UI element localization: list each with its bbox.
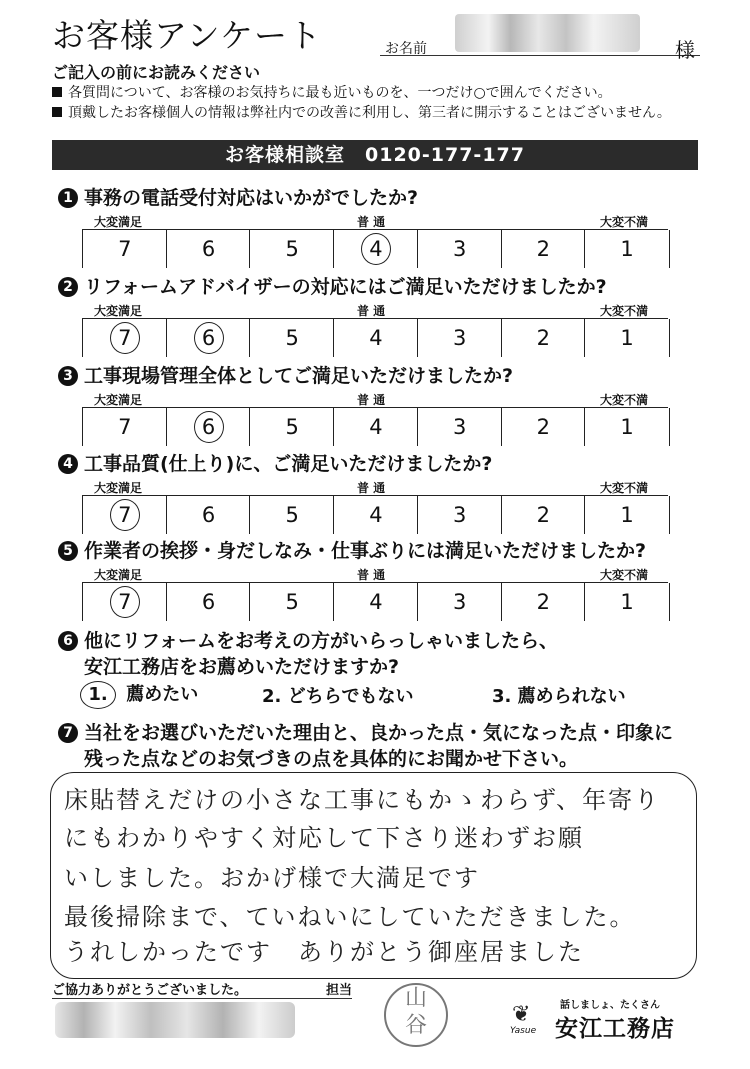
scale-label-high: 大変満足 xyxy=(94,215,143,229)
option-1-circle: 1. xyxy=(80,681,116,709)
rating-option-6[interactable] xyxy=(166,319,251,357)
scale-label-low: 大変不満 xyxy=(600,215,649,229)
name-redacted xyxy=(455,14,640,52)
comment-line: 最後掃除まで、ていねいにしていただきました。 xyxy=(64,903,636,931)
rating-value: 1 xyxy=(620,503,634,527)
scale-header xyxy=(82,213,662,229)
question-number-badge: 1 xyxy=(58,188,78,208)
rating-scale xyxy=(82,407,668,446)
tanto-label: 担当 xyxy=(326,983,353,998)
intro-line-2-text: 頂戴したお客様個人の情報は弊社内での改善に利用し、第三者に開示することはございません。 xyxy=(68,105,671,121)
rating-value: 1 xyxy=(620,237,634,261)
rating-value-circled: 7 xyxy=(110,322,140,354)
rating-option-3[interactable] xyxy=(417,319,502,357)
scale-label-low: 大変不満 xyxy=(600,393,649,407)
comment-line: うれしかったです ありがとう御座居ました xyxy=(64,938,584,966)
question-text: 工事品質(仕上り)に、ご満足いただけましたか? xyxy=(84,453,493,475)
question-number-badge: 4 xyxy=(58,454,78,474)
rating-option-2[interactable] xyxy=(501,230,586,268)
rating-option-5[interactable] xyxy=(249,408,334,446)
rating-option-2[interactable] xyxy=(501,319,586,357)
q6-option-3[interactable]: 3. 薦められない xyxy=(492,686,626,707)
rating-option-7[interactable] xyxy=(82,583,167,621)
rating-option-2[interactable] xyxy=(501,408,586,446)
rating-value: 3 xyxy=(452,415,467,439)
rating-option-4[interactable] xyxy=(333,583,418,621)
comment-line: いしました。おかげ様で大満足です xyxy=(64,864,480,892)
scale-label-low: 大変不満 xyxy=(600,481,649,495)
staff-stamp xyxy=(384,983,448,1047)
rating-value: 6 xyxy=(201,590,216,614)
rating-value: 4 xyxy=(369,503,383,527)
rating-option-4[interactable] xyxy=(333,230,418,268)
rating-value: 2 xyxy=(536,590,551,614)
rating-option-1[interactable] xyxy=(584,230,670,268)
scale-header xyxy=(82,391,662,407)
question-number-badge: 5 xyxy=(58,541,78,561)
rating-option-1[interactable] xyxy=(584,496,670,534)
rating-scale xyxy=(82,582,668,621)
rating-value: 4 xyxy=(369,590,383,614)
stamp-text: 山 谷 xyxy=(404,986,427,1038)
scale-label-low: 大変不満 xyxy=(600,304,649,318)
question-text: 作業者の挨拶・身だしなみ・仕事ぶりには満足いただけましたか? xyxy=(84,540,647,562)
rating-value: 5 xyxy=(285,503,299,527)
question-text: 事務の電話受付対応はいかがでしたか? xyxy=(84,187,419,209)
rating-value: 5 xyxy=(285,590,299,614)
name-underline xyxy=(380,55,700,56)
rating-option-3[interactable] xyxy=(417,583,502,621)
rating-option-2[interactable] xyxy=(501,496,586,534)
rating-option-5[interactable] xyxy=(249,230,334,268)
scale-header xyxy=(82,302,662,318)
intro-line-1-text: 各質問について、お客様のお気持ちに最も近いものを、一つだけ○で囲んでください。 xyxy=(68,85,612,101)
rating-value: 6 xyxy=(201,237,216,261)
rating-option-3[interactable] xyxy=(417,230,502,268)
question-1 xyxy=(58,183,418,210)
rating-option-3[interactable] xyxy=(417,408,502,446)
footer-thanks: ご協力ありがとうございました。 xyxy=(52,983,248,998)
question-6-line1: 他にリフォームをお考えの方がいらっしゃいましたら、 xyxy=(84,630,559,652)
rating-value: 2 xyxy=(536,415,551,439)
rating-scale xyxy=(82,495,668,534)
rating-value: 4 xyxy=(369,326,383,350)
intro-line-1 xyxy=(52,82,612,102)
rating-value: 5 xyxy=(285,415,299,439)
rating-option-6[interactable] xyxy=(166,230,251,268)
rating-option-4[interactable] xyxy=(333,496,418,534)
rating-scale xyxy=(82,318,668,357)
rating-value-circled: 7 xyxy=(110,586,140,618)
rating-option-1[interactable] xyxy=(584,408,670,446)
scale-label-mid: 普 通 xyxy=(357,393,386,407)
consult-bar: お客様相談室 0120-177-177 xyxy=(52,140,698,170)
rating-value: 7 xyxy=(118,237,132,261)
rating-option-7[interactable] xyxy=(82,408,167,446)
q6-option-1[interactable] xyxy=(80,680,198,709)
rating-option-7[interactable] xyxy=(82,496,167,534)
intro-line-2 xyxy=(52,102,671,122)
bullet-square-icon xyxy=(52,107,62,117)
scale-label-high: 大変満足 xyxy=(94,393,143,407)
rating-value: 2 xyxy=(536,237,551,261)
rating-value: 3 xyxy=(452,326,467,350)
scale-label-high: 大変満足 xyxy=(94,481,143,495)
honorific: 様 xyxy=(675,38,695,62)
rating-value-circled: 4 xyxy=(361,233,391,265)
comment-line: にもわかりやすく対応して下さり迷わずお願 xyxy=(64,824,584,852)
question-number-badge: 2 xyxy=(58,277,78,297)
rating-option-7[interactable] xyxy=(82,319,167,357)
scale-label-high: 大変満足 xyxy=(94,304,143,318)
q6-option-2[interactable]: 2. どちらでもない xyxy=(262,686,414,707)
leaf-logo-icon: ❦ xyxy=(512,1002,531,1027)
rating-value: 1 xyxy=(620,326,634,350)
name-label: お名前 xyxy=(385,41,427,57)
question-7-line1: 当社をお選びいただいた理由と、良かった点・気になった点・印象に xyxy=(84,722,674,744)
question-5 xyxy=(58,536,646,563)
footer-underline xyxy=(52,998,352,999)
comment-line: 床貼替えだけの小さな工事にもかゝわらず、年寄り xyxy=(64,786,661,814)
bullet-square-icon xyxy=(52,87,62,97)
rating-option-4[interactable] xyxy=(333,408,418,446)
rating-value: 2 xyxy=(536,326,551,350)
logo-subtext: Yasue xyxy=(510,1026,537,1036)
rating-value-circled: 6 xyxy=(194,322,224,354)
question-4 xyxy=(58,449,492,476)
scale-label-mid: 普 通 xyxy=(357,215,386,229)
question-number-badge: 6 xyxy=(58,631,78,651)
rating-scale xyxy=(82,229,668,268)
rating-option-4[interactable] xyxy=(333,319,418,357)
question-3 xyxy=(58,361,513,388)
scale-label-high: 大変満足 xyxy=(94,568,143,582)
rating-option-5[interactable] xyxy=(249,319,334,357)
rating-option-1[interactable] xyxy=(584,583,670,621)
rating-option-2[interactable] xyxy=(501,583,586,621)
page-title: お客様アンケート xyxy=(52,16,323,55)
q6-option-1-label: 薦めたい xyxy=(120,684,199,705)
rating-option-3[interactable] xyxy=(417,496,502,534)
scale-label-mid: 普 通 xyxy=(357,568,386,582)
rating-option-7[interactable] xyxy=(82,230,167,268)
scale-label-low: 大変不満 xyxy=(600,568,649,582)
rating-option-6[interactable] xyxy=(166,496,251,534)
question-6 xyxy=(58,626,558,653)
rating-value: 3 xyxy=(452,237,467,261)
question-7-line2: 残った点などのお気づきの点を具体的にお聞かせ下さい。 xyxy=(84,748,579,770)
question-6-line2: 安江工務店をお薦めいただけますか? xyxy=(84,656,400,678)
rating-value: 4 xyxy=(369,415,383,439)
rating-option-6[interactable] xyxy=(166,583,251,621)
rating-value: 2 xyxy=(536,503,551,527)
question-text: 工事現場管理全体としてご満足いただけましたか? xyxy=(84,365,514,387)
rating-value: 7 xyxy=(118,415,132,439)
rating-option-5[interactable] xyxy=(249,583,334,621)
redacted-block xyxy=(55,1002,295,1038)
rating-value: 1 xyxy=(620,415,634,439)
rating-value: 3 xyxy=(452,503,467,527)
rating-option-5[interactable] xyxy=(249,496,334,534)
question-text: リフォームアドバイザーの対応にはご満足いただけましたか? xyxy=(84,276,607,298)
question-number-badge: 7 xyxy=(58,723,78,743)
rating-value-circled: 6 xyxy=(194,411,224,443)
scale-header xyxy=(82,566,662,582)
rating-option-1[interactable] xyxy=(584,319,670,357)
scale-label-mid: 普 通 xyxy=(357,481,386,495)
scale-label-mid: 普 通 xyxy=(357,304,386,318)
rating-value: 3 xyxy=(452,590,467,614)
question-7 xyxy=(58,718,673,745)
company-tagline: 話しましょ、たくさん xyxy=(560,1000,660,1011)
intro-heading: ご記入の前にお読みください xyxy=(52,63,261,82)
company-name: 安江工務店 xyxy=(555,1016,675,1042)
rating-value: 5 xyxy=(285,237,299,261)
scale-header xyxy=(82,479,662,495)
rating-value: 1 xyxy=(620,590,634,614)
rating-option-6[interactable] xyxy=(166,408,251,446)
rating-value: 6 xyxy=(201,503,216,527)
rating-value: 5 xyxy=(285,326,299,350)
rating-value-circled: 7 xyxy=(110,499,140,531)
question-2 xyxy=(58,272,607,299)
question-number-badge: 3 xyxy=(58,366,78,386)
